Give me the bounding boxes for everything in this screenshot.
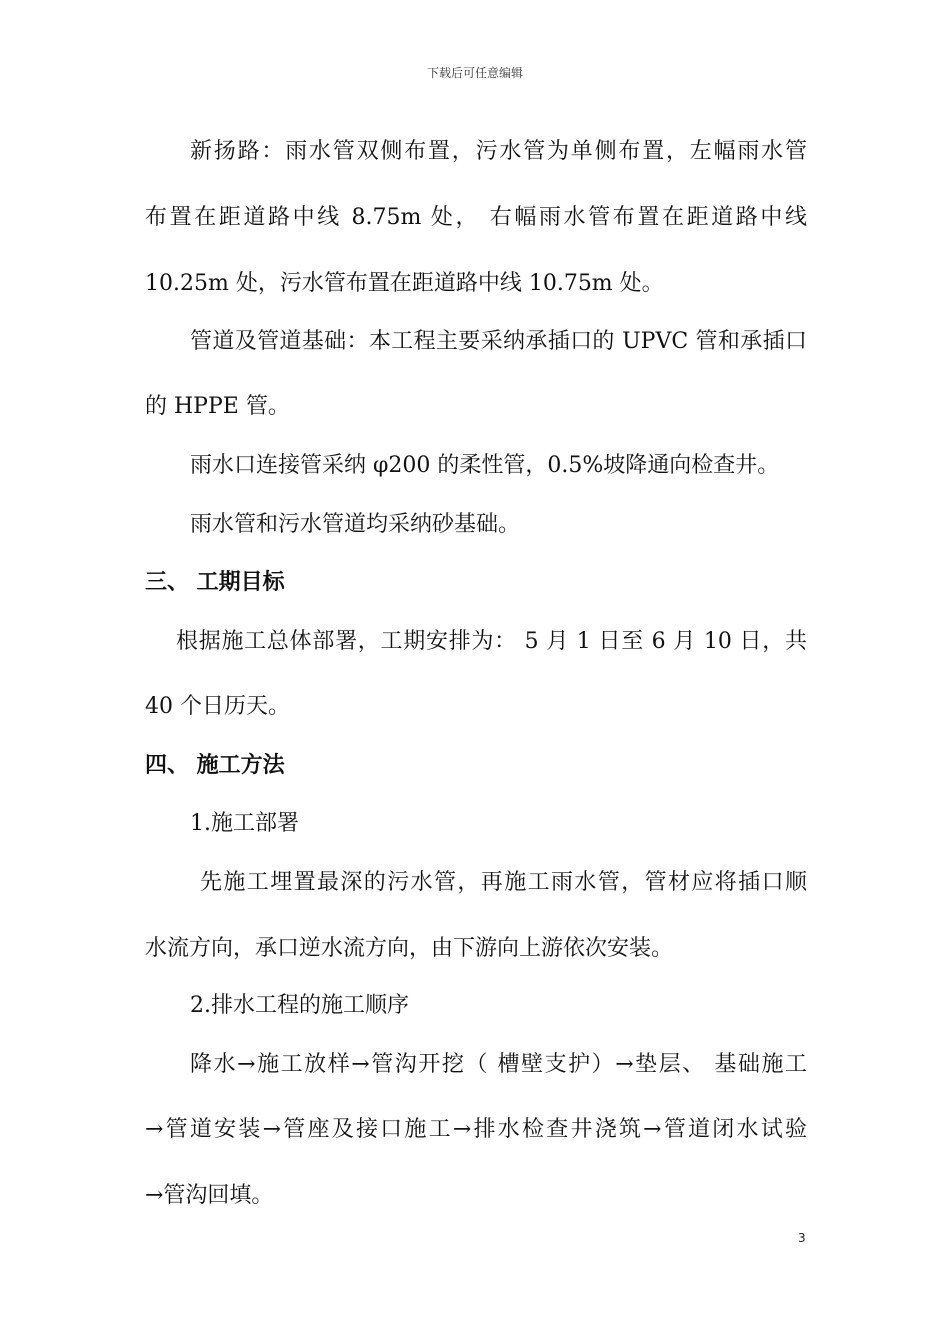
paragraph-line: 雨水口连接管采纳 φ200 的柔性管，0.5%坡降通向检查井。	[190, 453, 780, 478]
paragraph-line: 新扬路：雨水管双侧布置，污水管为单侧布置，左幅雨水管	[190, 139, 807, 164]
paragraph-line: 根据施工总体部署，工期安排为： 5 月 1 日至 6 月 10 日，共	[176, 629, 807, 654]
paragraph-line: 管道及管道基础：本工程主要采纳承插口的 UPVC 管和承插口	[190, 329, 807, 354]
paragraph-line: 降水→施工放样→管沟开挖（ 槽壁支护）→垫层、 基础施工	[190, 1052, 807, 1077]
page-number: 3	[798, 1231, 806, 1245]
section-heading: 四、 施工方法	[145, 753, 285, 778]
paragraph-line: 水流方向，承口逆水流方向，由下游向上游依次安装。	[145, 936, 674, 961]
paragraph-line: →管道安装→管座及接口施工→排水检查井浇筑→管道闭水试验	[145, 1117, 807, 1142]
section-heading: 三、 工期目标	[145, 570, 285, 595]
paragraph-line: 先施工埋置最深的污水管，再施工雨水管，管材应将插口顺	[200, 870, 807, 895]
subsection-heading: 1.施工部署	[190, 811, 299, 836]
paragraph-line: 40 个日历天。	[145, 694, 290, 719]
page-header: 下载后可任意编辑	[426, 66, 523, 80]
subsection-heading: 2.排水工程的施工顺序	[190, 993, 409, 1018]
paragraph-line: 10.25m 处，污水管布置在距道路中线 10.75m 处。	[145, 271, 664, 296]
paragraph-line: 布置在距道路中线 8.75m 处， 右幅雨水管布置在距道路中线	[145, 205, 807, 230]
paragraph-line: →管沟回填。	[145, 1183, 274, 1208]
paragraph-line: 的 HPPE 管。	[145, 394, 290, 419]
paragraph-line: 雨水管和污水管道均采纳砂基础。	[190, 512, 521, 537]
